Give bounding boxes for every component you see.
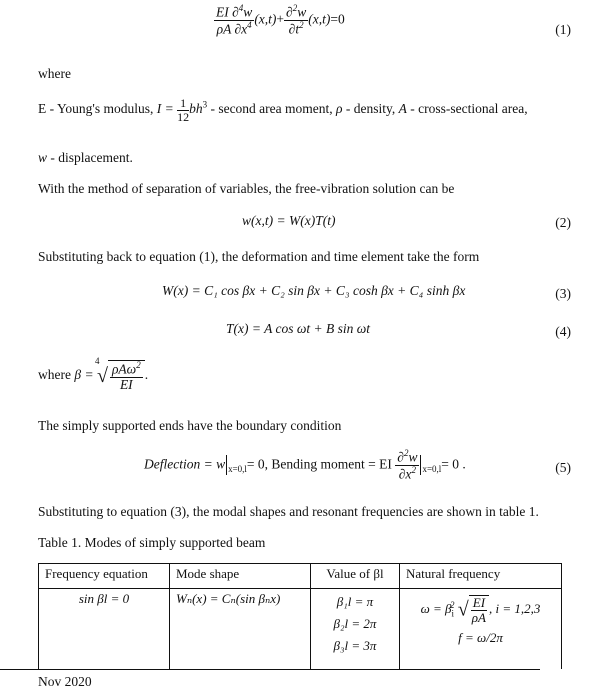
- equation-1: $\frac{EI \partial^4w}{\rho A \partial x^4}$ (x,t)+ $\frac{\partial^2w}{\partial t^2}$ (x,t)=0: [216, 3, 345, 37]
- displacement-line: w - displacement.: [38, 150, 133, 165]
- header-value-beta-l: Value of βl: [311, 564, 400, 589]
- substituting-text-1: Substituting back to equation (1), the deformation and time element take the form: [38, 249, 480, 264]
- where-label: where: [38, 66, 71, 81]
- frequency-formula: f = ω/2π: [458, 630, 503, 646]
- boundary-text: The simply supported ends have the boundary condition: [38, 418, 342, 433]
- beta-definition: where β = 4 √ $\frac{\rho A\omega^2}{EI}$ .: [38, 356, 149, 392]
- eq2-number: (2): [555, 215, 571, 230]
- value-beta1: β₁l = π: [336, 594, 374, 609]
- eq1-number: (1): [555, 22, 571, 37]
- equation-5: Deflection = w $_{x=0,l}$= 0, Bending moment = EI $\frac{\partial^2w}{\partial x^2}$ $_{x=0,l}$= 0 .: [144, 448, 466, 482]
- substituting-text-2: Substituting to equation (3), the modal shapes and resonant frequencies are shown in table 1.: [38, 504, 539, 519]
- equation-4: T(x) = A cos ωt + B sin ωt: [226, 321, 371, 336]
- header-frequency-equation: Frequency equation: [39, 564, 170, 589]
- equation-2: w(x,t) = W(x)T(t): [242, 213, 336, 228]
- cell-frequency-equation: sin βl = 0: [39, 589, 170, 670]
- eq5-fraction: $\frac{\partial^2w}{\partial x^2}$: [397, 448, 418, 482]
- table-row: [39, 589, 562, 670]
- equation-3: W(x) = C₁ cos βx + C₂ sin βx + C₃ cosh βx + C₄ sinh βx: [162, 283, 466, 298]
- eq1-fraction-2: $\frac{\partial^2w}{\partial t^2}$: [286, 3, 307, 37]
- value-beta2: β₂l = 2π: [333, 616, 377, 631]
- eq4-number: (4): [555, 324, 571, 339]
- eq5-number: (5): [555, 460, 571, 475]
- separation-text: With the method of separation of variables, the free-vibration solution can be: [38, 181, 455, 196]
- footer-date: Nov 2020: [0, 669, 540, 690]
- modes-table: [38, 563, 562, 669]
- table-caption: Table 1. Modes of simply supported beam: [38, 535, 266, 550]
- omega-formula: $\omega = \beta_i^2$ √ $\frac{EI}{\rho A}$ , i = 1,2,3: [420, 595, 541, 625]
- value-beta3: β₃l = 3π: [333, 638, 377, 653]
- cell-mode-shape: Wₙ(x) = Cₙ(sin βₙx): [170, 589, 311, 670]
- header-natural-frequency: Natural frequency: [400, 564, 562, 589]
- cell-natural-frequency: [400, 589, 562, 670]
- eq3-number: (3): [555, 286, 571, 301]
- header-mode-shape: Mode shape: [170, 564, 311, 589]
- table-header-row: [39, 564, 562, 589]
- eq1-fraction-1: $\frac{EI \partial^4w}{\rho A \partial x^4}$: [216, 3, 253, 37]
- fourth-root: 4 √ $\frac{\rho A\omega^2}{EI}$: [97, 360, 145, 392]
- cell-values: [311, 589, 400, 670]
- one-twelfth: $\frac{1}{12}$: [177, 96, 190, 124]
- definitions-line: E - Young's modulus, I = $\frac{1}{12}$ $bh^3$ - second area moment, ρ - density, A - cross-sectional area,: [38, 96, 528, 124]
